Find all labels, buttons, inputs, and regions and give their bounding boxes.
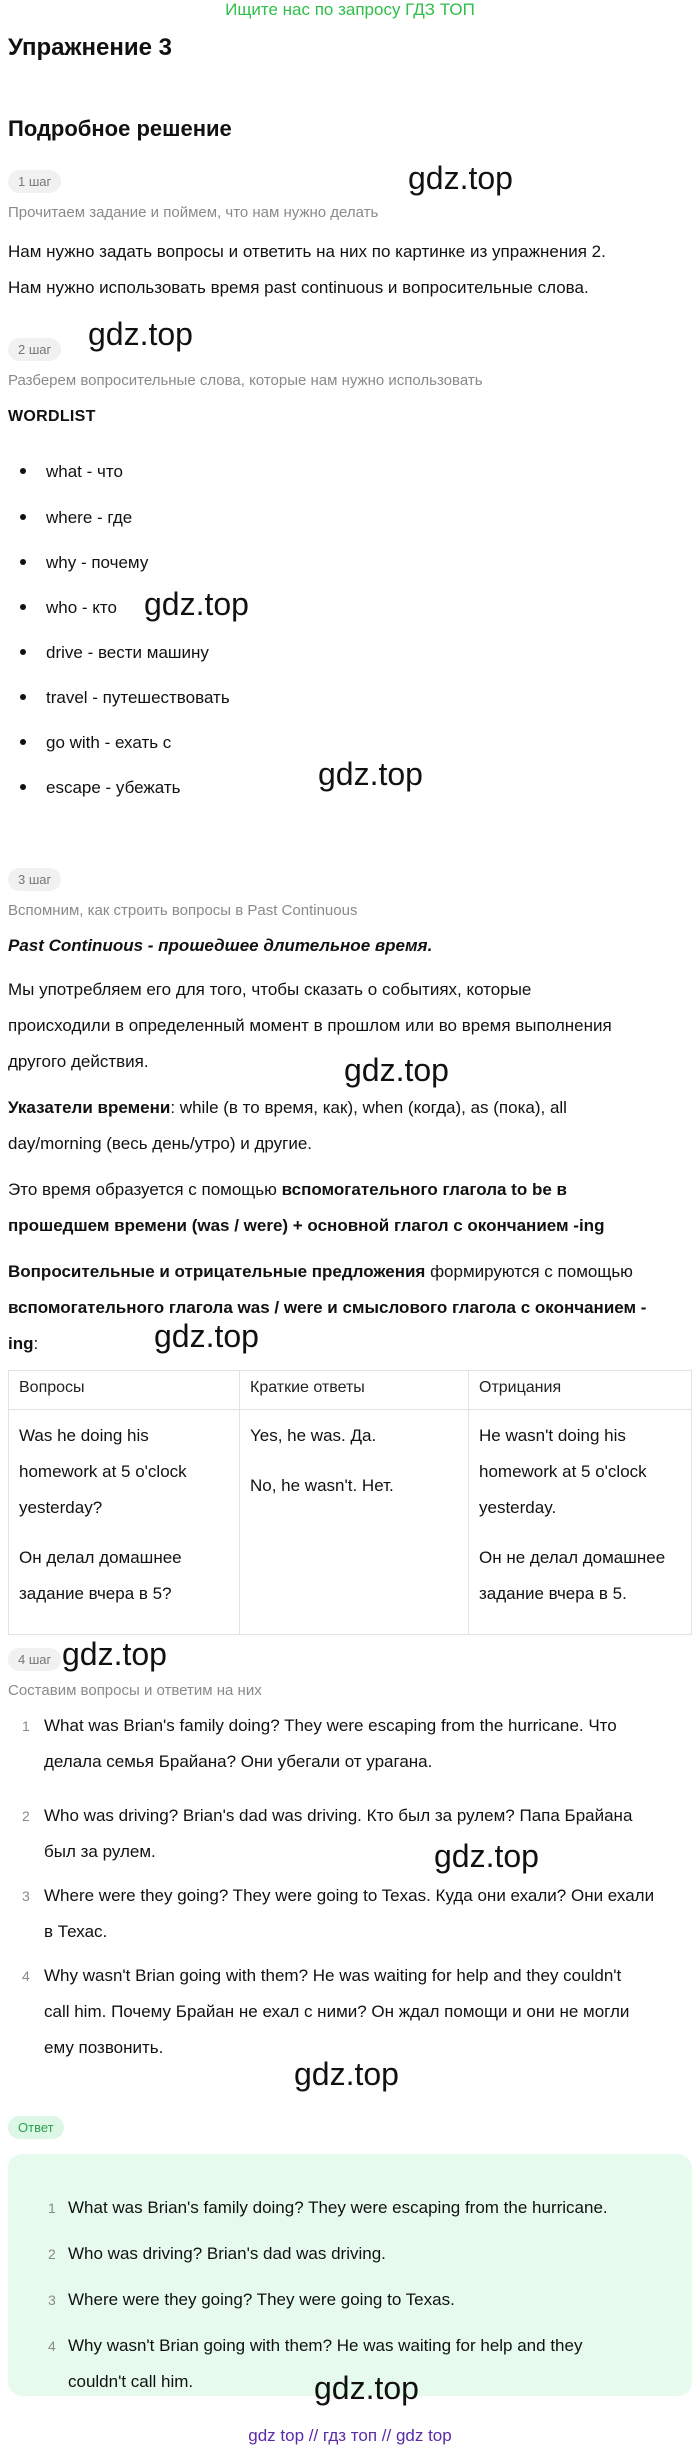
bullet-icon — [20, 649, 26, 655]
item-number: 2 — [48, 2246, 56, 2262]
list-item: why - почему — [20, 553, 148, 573]
answer-badge: Ответ — [8, 2116, 64, 2139]
bullet-icon — [20, 739, 26, 745]
table-header: Вопросы — [9, 1371, 240, 1410]
list-item: travel - путешествовать — [20, 688, 230, 708]
answer-item: Why wasn't Brian going with them? He was waiting for help and they couldn't call him. — [68, 2336, 583, 2391]
step-3-text-1b: происходили в определенный момент в прошлом или во время выполнения — [8, 1016, 612, 1035]
section-title: Подробное решение — [8, 116, 232, 141]
step-1-text-2: Нам нужно использовать время past continuous и вопросительные слова. — [8, 278, 589, 297]
table-cell: He wasn't doing his homework at 5 o'clock yesterday. Он не делал домашнее задание вчера в 5. — [469, 1410, 692, 1635]
list-item: where - где — [20, 508, 132, 528]
watermark: gdz.top — [294, 2056, 399, 2092]
item-number: 4 — [22, 1968, 30, 1984]
item-number: 2 — [22, 1808, 30, 1824]
item-number: 3 — [48, 2292, 56, 2308]
list-item: Where were they going? They were going to Texas. Куда они ехали? Они ехали в Техас. — [44, 1886, 655, 1941]
watermark: gdz.top — [144, 586, 249, 622]
watermark: gdz.top — [88, 316, 193, 352]
time-markers: Указатели времени: while (в то время, как), when (когда), as (пока), all — [8, 1098, 567, 1117]
wordlist-title: WORDLIST — [8, 408, 96, 425]
step-4-badge: 4 шаг — [8, 1648, 61, 1671]
step-1-hint: Прочитаем задание и поймем, что нам нужно делать — [8, 204, 379, 221]
question-rule-1: Вопросительные и отрицательные предложения формируются с помощью — [8, 1262, 633, 1281]
watermark: gdz.top — [344, 1052, 449, 1088]
table-header: Отрицания — [469, 1371, 692, 1410]
bullet-icon — [20, 559, 26, 565]
list-item: what - что — [20, 462, 123, 482]
formation-1: Это время образуется с помощью вспомогательного глагола to be в — [8, 1180, 567, 1199]
answer-item: What was Brian's family doing? They were escaping from the hurricane. — [68, 2198, 608, 2217]
bullet-icon — [20, 514, 26, 520]
table-header: Краткие ответы — [240, 1371, 469, 1410]
list-item: go with - ехать с — [20, 733, 171, 753]
bullet-icon — [20, 694, 26, 700]
table-cell: Yes, he was. Да. No, he wasn't. Нет. — [240, 1410, 469, 1635]
watermark: gdz.top — [314, 2370, 419, 2406]
list-item: drive - вести машину — [20, 643, 209, 663]
list-item: who - кто — [20, 598, 117, 618]
item-number: 1 — [48, 2200, 56, 2216]
question-rule-3: ing: — [8, 1334, 39, 1353]
step-3-text-1a: Мы употребляем его для того, чтобы сказать о событиях, которые — [8, 980, 532, 999]
watermark: gdz.top — [408, 160, 513, 196]
watermark: gdz.top — [318, 756, 423, 792]
step-3-hint: Вспомним, как строить вопросы в Past Continuous — [8, 902, 358, 919]
step-4-hint: Составим вопросы и ответим на них — [8, 1682, 262, 1699]
watermark: gdz.top — [434, 1838, 539, 1874]
watermark: gdz.top — [62, 1636, 167, 1672]
list-item: What was Brian's family doing? They were escaping from the hurricane. Что делала семья Брайана? Они убегали от урагана. — [44, 1716, 617, 1771]
table-header-row — [9, 1371, 692, 1410]
step-3-badge: 3 шаг — [8, 868, 61, 891]
definition: Past Continuous - прошедшее длительное время. — [8, 936, 433, 955]
bullet-icon — [20, 468, 26, 474]
watermark: gdz.top — [154, 1318, 259, 1354]
question-rule-2: вспомогательного глагола was / were и смыслового глагола с окончанием - — [8, 1298, 647, 1317]
answer-item: Who was driving? Brian's dad was driving. — [68, 2244, 386, 2263]
grammar-table — [8, 1370, 692, 1635]
formation-2: прошедшем времени (was / were) + основной глагол с окончанием -ing — [8, 1216, 605, 1235]
table-cell: Was he doing his homework at 5 o'clock yesterday? Он делал домашнее задание вчера в 5? — [9, 1410, 240, 1635]
step-3-text-1c: другого действия. — [8, 1052, 149, 1071]
promo-banner[interactable]: Ищите нас по запросу ГДЗ ТОП — [225, 0, 475, 19]
item-number: 1 — [22, 1718, 30, 1734]
footer-links[interactable]: gdz top // гдз топ // gdz top — [248, 2426, 452, 2445]
step-2-badge: 2 шаг — [8, 338, 61, 361]
bullet-icon — [20, 604, 26, 610]
list-item: escape - убежать — [20, 778, 181, 798]
table-row — [9, 1410, 692, 1635]
time-markers-2: day/morning (весь день/утро) и другие. — [8, 1134, 313, 1153]
step-1-text-1: Нам нужно задать вопросы и ответить на них по картинке из упражнения 2. — [8, 242, 606, 261]
bullet-icon — [20, 784, 26, 790]
list-item: Who was driving? Brian's dad was driving. Кто был за рулем? Папа Брайана был за рулем. — [44, 1806, 633, 1861]
page-title: Упражнение 3 — [8, 34, 172, 61]
list-item: Why wasn't Brian going with them? He was waiting for help and they couldn't call him. Почему Брайан не ехал с ними? Он ждал помощи и они не могли ему позвонить. — [44, 1966, 630, 2057]
step-1-badge: 1 шаг — [8, 170, 61, 193]
answer-item: Where were they going? They were going to Texas. — [68, 2290, 455, 2309]
item-number: 4 — [48, 2338, 56, 2354]
step-2-hint: Разберем вопросительные слова, которые нам нужно использовать — [8, 372, 483, 389]
item-number: 3 — [22, 1888, 30, 1904]
